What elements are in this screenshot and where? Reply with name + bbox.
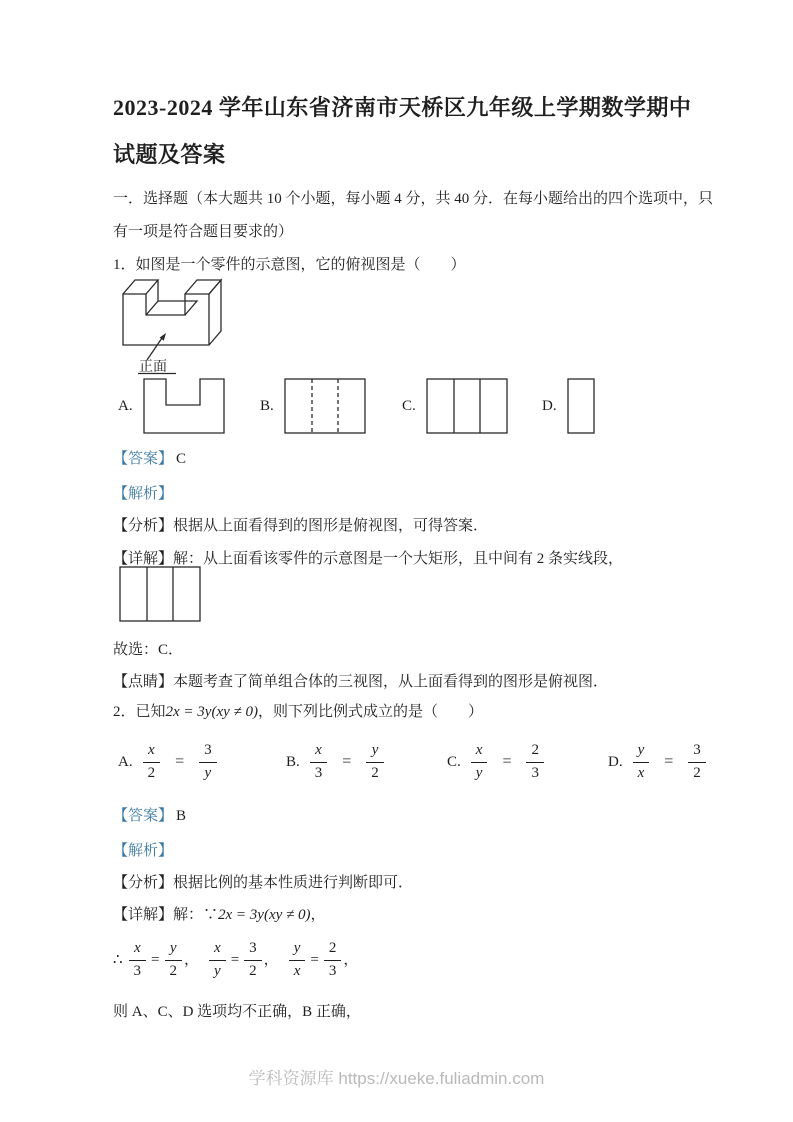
numerator: 2 bbox=[526, 742, 544, 763]
equals-sign: = bbox=[310, 952, 319, 969]
q2-option-c-label: C. bbox=[447, 753, 461, 770]
q2-question-suffix: ，则下列比例式成立的是（ ） bbox=[258, 704, 484, 720]
comma-separator: ， bbox=[263, 952, 279, 969]
q2-option-c bbox=[447, 742, 544, 783]
q1-fenxi-line: 【分析】根据从上面看得到的图形是俯视图，可得答案． bbox=[113, 518, 489, 534]
q2-derived-line bbox=[113, 940, 368, 981]
denominator: 2 bbox=[249, 962, 257, 979]
denominator: 2 bbox=[693, 764, 701, 781]
fraction bbox=[209, 940, 226, 981]
denominator: 2 bbox=[169, 962, 178, 979]
q1-answer-value: C bbox=[176, 451, 187, 467]
denominator: 3 bbox=[314, 764, 323, 781]
narrow-rect-icon bbox=[567, 378, 595, 434]
numerator: y bbox=[633, 742, 650, 763]
q1-option-c-label: C. bbox=[402, 397, 416, 414]
q1-option-b bbox=[260, 378, 366, 434]
u-shaped-outline-icon bbox=[143, 378, 225, 434]
q1-top-view-figure bbox=[119, 566, 201, 622]
fraction bbox=[688, 742, 706, 783]
denominator: x bbox=[293, 962, 301, 979]
q1-answer-tag: 【答案】 bbox=[113, 451, 174, 467]
equals-sign: = bbox=[175, 753, 185, 771]
q2-conclusion-line: 则 A、C、D 选项均不正确，B 正确， bbox=[113, 1004, 361, 1020]
q2-options-row bbox=[113, 742, 713, 792]
q2-xiangjie-math: 2x = 3y(xy ≠ 0) bbox=[218, 907, 311, 923]
q1-option-a-label: A. bbox=[118, 397, 133, 414]
denominator: y bbox=[204, 764, 212, 781]
q2-xiangjie-prefix: 【详解】解：∵ bbox=[113, 907, 219, 923]
q1-option-d-label: D. bbox=[542, 397, 557, 414]
q2-option-d bbox=[608, 742, 706, 783]
fraction bbox=[289, 940, 306, 981]
q1-xiangjie-line: 【详解】解：从上面看该零件的示意图是一个大矩形，且中间有 2 条实线段， bbox=[113, 551, 624, 567]
fraction bbox=[199, 742, 217, 783]
denominator: 2 bbox=[147, 764, 156, 781]
q1-dianjing-line: 【点睛】本题考查了简单组合体的三视图，从上面看得到的图形是俯视图． bbox=[113, 674, 609, 690]
numerator: x bbox=[471, 742, 488, 763]
denominator: 3 bbox=[531, 764, 539, 781]
denominator: 2 bbox=[371, 764, 379, 781]
q2-xiangjie-line bbox=[113, 903, 326, 927]
fraction bbox=[324, 940, 342, 981]
q2-question-prefix: 2．已知 bbox=[113, 704, 166, 720]
q1-option-b-label: B. bbox=[260, 397, 274, 414]
section-intro-line-1: 一．选择题（本大题共 10 个小题，每小题 4 分，共 40 分．在每小题给出的四个选项中，只 bbox=[113, 191, 714, 207]
right-side-face bbox=[209, 280, 221, 345]
q1-conclusion-line: 故选：C． bbox=[113, 642, 184, 658]
fraction bbox=[471, 742, 488, 783]
numerator: y bbox=[165, 940, 183, 961]
numerator: x bbox=[143, 742, 161, 763]
numerator: y bbox=[289, 940, 306, 961]
equals-sign: = bbox=[342, 753, 352, 771]
q1-3d-part-figure bbox=[114, 276, 236, 375]
fraction bbox=[244, 940, 262, 981]
q2-option-b bbox=[286, 742, 384, 783]
q2-fenxi-line: 【分析】根据比例的基本性质进行判断即可． bbox=[113, 875, 414, 891]
numerator: x bbox=[209, 940, 226, 961]
equals-sign: = bbox=[151, 952, 160, 969]
equals-sign: = bbox=[664, 753, 674, 771]
q1-analysis-tag: 【解析】 bbox=[113, 486, 174, 502]
equals-sign: = bbox=[230, 952, 240, 969]
denominator: x bbox=[637, 764, 645, 781]
fraction bbox=[310, 742, 328, 783]
q1-options-row bbox=[113, 378, 713, 436]
q1-answer-line bbox=[113, 447, 186, 471]
notch-floor bbox=[158, 301, 197, 315]
numerator: 3 bbox=[244, 940, 262, 961]
denominator: 3 bbox=[133, 962, 142, 979]
rect-two-solid-lines-icon bbox=[426, 378, 508, 434]
fraction bbox=[129, 940, 147, 981]
watermark-footer: 学科资源库 https://xueke.fuliadmin.com bbox=[248, 1069, 545, 1088]
q2-option-a-label: A. bbox=[118, 753, 133, 770]
therefore-symbol: ∴ bbox=[113, 952, 123, 969]
numerator: y bbox=[366, 742, 384, 763]
numerator: 3 bbox=[688, 742, 706, 763]
q2-option-d-label: D. bbox=[608, 753, 623, 770]
page-title-line-2: 试题及答案 bbox=[113, 142, 226, 167]
notch-inner-wall bbox=[146, 280, 158, 315]
q2-xiangjie-suffix: ， bbox=[310, 907, 326, 923]
numerator: x bbox=[310, 742, 328, 763]
numerator: x bbox=[129, 940, 147, 961]
q2-option-a bbox=[118, 742, 217, 783]
comma-separator: ， bbox=[343, 952, 359, 969]
q2-analysis-tag: 【解析】 bbox=[113, 843, 174, 859]
numerator: 3 bbox=[199, 742, 217, 763]
fraction bbox=[633, 742, 650, 783]
rect-two-dashed-lines-icon bbox=[284, 378, 366, 434]
q2-answer-tag: 【答案】 bbox=[113, 808, 174, 824]
q1-question-text: 1．如图是一个零件的示意图，它的俯视图是（ ） bbox=[113, 257, 466, 273]
equals-sign: = bbox=[502, 753, 512, 771]
front-face-label: 正面 bbox=[139, 360, 167, 375]
fraction bbox=[165, 940, 183, 981]
q2-answer-value: B bbox=[176, 808, 187, 824]
numerator: 2 bbox=[324, 940, 342, 961]
q2-option-b-label: B. bbox=[286, 753, 300, 770]
page-title-line-1: 2023-2024 学年山东省济南市天桥区九年级上学期数学期中 bbox=[113, 95, 692, 120]
denominator: 3 bbox=[328, 962, 337, 979]
fraction bbox=[143, 742, 161, 783]
q2-answer-line bbox=[113, 804, 186, 828]
comma-separator: ， bbox=[184, 952, 200, 969]
left-tower-top-face bbox=[123, 280, 158, 294]
denominator: y bbox=[214, 962, 221, 979]
fraction bbox=[526, 742, 544, 783]
section-intro-line-2: 有一项是符合题目要求的） bbox=[113, 224, 294, 240]
denominator: y bbox=[475, 764, 483, 781]
q1-option-d bbox=[542, 378, 595, 434]
q2-question-math: 2x = 3y(xy ≠ 0) bbox=[165, 704, 258, 720]
fraction bbox=[366, 742, 384, 783]
q2-question-text bbox=[113, 700, 483, 724]
q1-option-c bbox=[402, 378, 508, 434]
front-face-arrow-line bbox=[147, 338, 162, 360]
q1-option-a bbox=[118, 378, 225, 434]
